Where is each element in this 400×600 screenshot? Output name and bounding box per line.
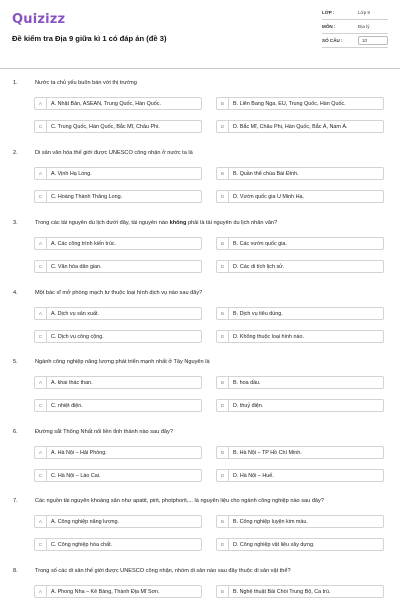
option-letter: A (35, 516, 47, 528)
option-text: A. Các công trình kiến trúc. (51, 241, 117, 247)
question-text: Các nguồn tài nguyên khoáng sản như apatit, pirit, photphorit,... là nguyên liệu cho ngành công nghiệp nào sau đây? (35, 498, 324, 504)
option-text: B. Hà Nội – TP Hồ Chí Minh. (233, 450, 302, 456)
question-number: 6. (13, 429, 18, 435)
option-text: C. Văn hóa dân gian. (51, 264, 102, 270)
option-letter: C (35, 261, 47, 273)
quizizz-logo: Quizizz (12, 12, 66, 27)
option-text: B. Quần thể chùa Bái Đính. (233, 171, 299, 177)
option-c[interactable] (34, 120, 202, 133)
option-letter: D (217, 539, 229, 551)
option-text: B. Nghệ thuật Bài Chòi Trung Bộ, Ca trù. (233, 589, 331, 595)
option-text: D. Công nghiệp vật liệu xây dựng. (233, 542, 315, 548)
option-b[interactable] (216, 446, 384, 459)
question-number: 2. (13, 150, 18, 156)
question-text: Trong các tài nguyên du lịch dưới đây, tài nguyên nào không phải là tài nguyên du lịch nhân văn? (35, 220, 278, 226)
option-letter: A (35, 238, 47, 250)
question-number: 4. (13, 290, 18, 296)
meta-row-class (322, 6, 388, 20)
header-divider (0, 68, 400, 69)
option-b[interactable] (216, 585, 384, 598)
option-letter: D (217, 470, 229, 482)
option-d[interactable] (216, 469, 384, 482)
question-number: 5. (13, 359, 18, 365)
option-a[interactable] (34, 376, 202, 389)
option-text: D. Hà Nội – Huế. (233, 473, 274, 479)
option-c[interactable] (34, 260, 202, 273)
meta-value: 10 (358, 36, 388, 45)
option-text: C. Công nghiệp hóa chất. (51, 542, 113, 548)
option-c[interactable] (34, 330, 202, 343)
option-text: A. Hà Nội – Hải Phòng. (51, 450, 107, 456)
option-letter: A (35, 377, 47, 389)
option-text: C. Dịch vụ công cộng. (51, 334, 104, 340)
option-text: A. Vịnh Hạ Long. (51, 171, 92, 177)
option-letter: B (217, 447, 229, 459)
question-number: 7. (13, 498, 18, 504)
option-d[interactable] (216, 120, 384, 133)
option-c[interactable] (34, 399, 202, 412)
option-b[interactable] (216, 237, 384, 250)
option-letter: D (217, 331, 229, 343)
option-a[interactable] (34, 446, 202, 459)
option-c[interactable] (34, 538, 202, 551)
option-text: D. Vườn quốc gia U Minh Hạ. (233, 194, 304, 200)
option-text: B. Dịch vụ tiêu dùng. (233, 311, 283, 317)
option-text: C. Trung Quốc, Hàn Quốc, Bắc Mĩ, Châu Phi. (51, 124, 160, 130)
option-text: B. hoa dầu. (233, 380, 261, 386)
question-text: Đường sắt Thống Nhất nối liền tỉnh thành nào sau đây? (35, 429, 173, 435)
option-d[interactable] (216, 190, 384, 203)
meta-value: Lớp 9 (358, 10, 370, 15)
option-letter: B (217, 377, 229, 389)
question-number: 1. (13, 80, 18, 86)
option-letter: A (35, 308, 47, 320)
option-d[interactable] (216, 330, 384, 343)
option-letter: C (35, 539, 47, 551)
option-letter: C (35, 331, 47, 343)
option-a[interactable] (34, 97, 202, 110)
option-a[interactable] (34, 307, 202, 320)
option-c[interactable] (34, 190, 202, 203)
option-letter: D (217, 191, 229, 203)
option-text: B. Các vườn quốc gia. (233, 241, 287, 247)
meta-label: MÔN : (322, 24, 336, 29)
question-text: Một bác sĩ mở phòng mạch tư thuộc loại hình dịch vụ nào sau đây? (35, 290, 203, 296)
page-title: Đề kiểm tra Địa 9 giữa kì 1 có đáp án (đề 3) (12, 34, 167, 43)
option-d[interactable] (216, 538, 384, 551)
option-text: C. nhiệt điện. (51, 403, 83, 409)
quiz-meta (322, 6, 388, 48)
question-text: Di sản văn hóa thế giới được UNESCO công nhận ở nước ta là (35, 150, 193, 156)
question-text: Ngành công nghiệp năng lượng phát triển mạnh nhất ở Tây Nguyên là (35, 359, 210, 365)
option-text: A. Nhật Bản, ASEAN, Trung Quốc, Hàn Quốc. (51, 101, 161, 107)
option-letter: C (35, 121, 47, 133)
option-letter: B (217, 168, 229, 180)
option-a[interactable] (34, 585, 202, 598)
option-letter: B (217, 516, 229, 528)
option-d[interactable] (216, 399, 384, 412)
option-letter: A (35, 98, 47, 110)
question-number: 3. (13, 220, 18, 226)
emphasis-not: không (169, 220, 187, 226)
option-letter: C (35, 470, 47, 482)
option-text: D. Các di tích lịch sử. (233, 264, 285, 270)
meta-row-count (322, 34, 388, 48)
option-letter: D (217, 121, 229, 133)
option-b[interactable] (216, 376, 384, 389)
option-letter: B (217, 308, 229, 320)
option-b[interactable] (216, 167, 384, 180)
option-b[interactable] (216, 307, 384, 320)
option-text: C. Hà Nội – Lào Cai. (51, 473, 101, 479)
option-text: D. Không thuộc loại hình nào. (233, 334, 305, 340)
option-text: D. thuỷ điện. (233, 403, 264, 409)
option-a[interactable] (34, 167, 202, 180)
option-c[interactable] (34, 469, 202, 482)
meta-row-subject (322, 20, 388, 34)
option-letter: D (217, 261, 229, 273)
option-letter: A (35, 447, 47, 459)
option-b[interactable] (216, 97, 384, 110)
option-text: A. Phong Nha – Kẻ Bàng, Thành Địa Mĩ Sơn. (51, 589, 160, 595)
meta-value: Địa lý (358, 24, 370, 29)
option-letter: C (35, 400, 47, 412)
option-text: A. Công nghiệp năng lượng. (51, 519, 119, 525)
question-text: Nước ta chủ yếu buôn bán với thị trường (35, 80, 137, 86)
option-a[interactable] (34, 515, 202, 528)
option-d[interactable] (216, 260, 384, 273)
question-number: 8. (13, 568, 18, 574)
option-letter: C (35, 191, 47, 203)
option-text: D. Bắc Mĩ, Châu Phi, Hàn Quốc, Bắc Á, Nam Á. (233, 124, 348, 130)
option-text: A. khai thác than. (51, 380, 93, 386)
meta-label: SỐ CÂU : (322, 38, 343, 43)
option-letter: B (217, 238, 229, 250)
option-b[interactable] (216, 515, 384, 528)
option-letter: A (35, 586, 47, 598)
option-a[interactable] (34, 237, 202, 250)
option-text: C. Hoàng Thành Thăng Long. (51, 194, 123, 200)
meta-label: LỚP : (322, 10, 335, 15)
option-text: A. Dịch vụ sản xuất. (51, 311, 99, 317)
option-letter: A (35, 168, 47, 180)
option-letter: B (217, 586, 229, 598)
option-letter: D (217, 400, 229, 412)
option-text: B. Công nghiệp luyện kim màu. (233, 519, 308, 525)
option-text: B. Liên Bang Nga, EU, Trung Quốc, Hàn Quốc. (233, 101, 346, 107)
option-letter: B (217, 98, 229, 110)
question-text: Trong số các di sản thế giới được UNESCO công nhận, nhóm di sản nào sau đây thuộc di sản vật thể? (35, 568, 291, 574)
